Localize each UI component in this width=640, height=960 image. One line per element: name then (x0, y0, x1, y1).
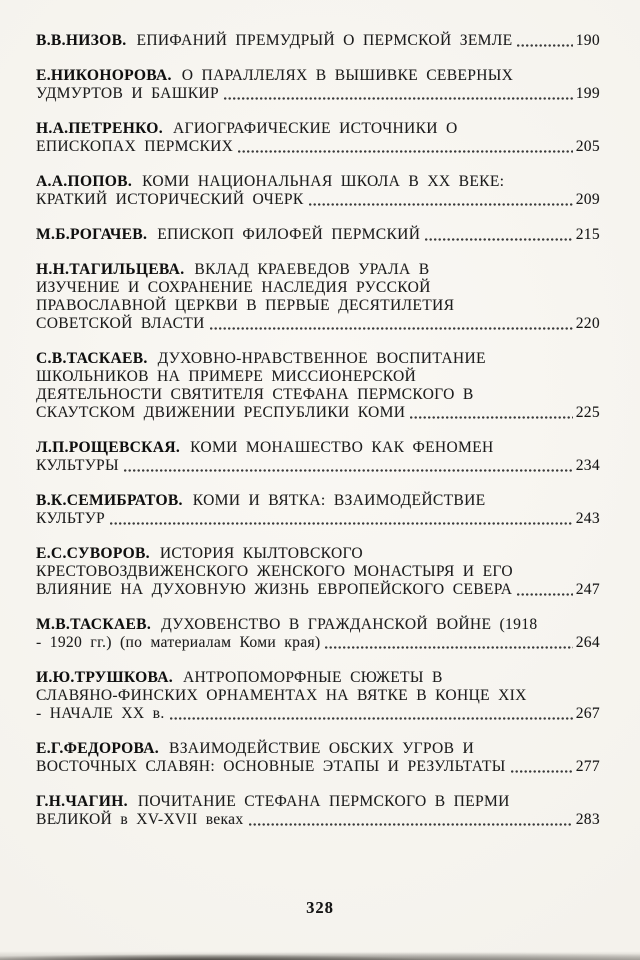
toc-entry-line (36, 616, 600, 634)
toc-entry-page-number: 215 (575, 226, 600, 243)
toc-entry-title-text: М.Б.РОГАЧЕВ. ЕПИСКОП ФИЛОФЕЙ ПЕРМСКИЙ (36, 226, 421, 243)
toc-entry-author: В.В.НИЗОВ. (36, 32, 127, 49)
toc-entry-title-text: О ПАРАЛЛЕЛЯХ В ВЫШИВКЕ СЕВЕРНЫХ (181, 67, 514, 84)
toc-entry-line (36, 740, 600, 758)
toc-entry-title-text: ВКЛАД КРАЕВЕДОВ УРАЛА В (194, 261, 430, 278)
toc-entry-last-line (36, 32, 600, 50)
dotted-leader (425, 238, 572, 241)
toc-entry-page-number: 267 (575, 705, 600, 722)
toc-entry-title-text: ВЛИЯНИЕ НА ДУХОВНУЮ ЖИЗНЬ ЕВРОПЕЙСКОГО СЕВЕРА (36, 581, 513, 598)
toc-entry-title-text: ИЗУЧЕНИЕ И СОХРАНЕНИЕ НАСЛЕДИЯ РУССКОЙ (36, 279, 431, 296)
toc-entry-title-text: КРАТКИЙ ИСТОРИЧЕСКИЙ ОЧЕРК (36, 191, 304, 208)
toc-entry-title-text: ВЗАИМОДЕЙСТВИЕ ОБСКИХ УГРОВ И (169, 740, 475, 757)
dotted-leader (224, 97, 573, 100)
toc-entry-page-number: 234 (575, 457, 600, 474)
toc-entry-title-text: - НАЧАЛЕ XX в. (36, 705, 165, 722)
toc-entry-title-text: В.В.НИЗОВ. ЕПИФАНИЙ ПРЕМУДРЫЙ О ПЕРМСКОЙ ЗЕМЛЕ (36, 32, 513, 49)
toc-entry-last-line (36, 85, 600, 103)
toc-entry-page-number: 199 (575, 85, 600, 102)
toc-entry-last-line (36, 510, 600, 528)
toc-entry-line (36, 261, 600, 279)
toc-entry-title-text: АНТРОПОМОРФНЫЕ СЮЖЕТЫ В (182, 669, 443, 686)
toc-entry-line (36, 669, 600, 687)
toc-entry-title-text: ДУХОВНО-НРАВСТВЕННОЕ ВОСПИТАНИЕ (157, 350, 486, 367)
toc-entry (36, 173, 600, 209)
toc-entry-line (36, 350, 600, 368)
footer-page-number: 328 (306, 898, 334, 917)
toc-entry-title-text: - 1920 гг.) (по материалам Коми края) (36, 634, 321, 651)
dotted-leader (110, 522, 573, 525)
toc-entry-title-text: КОМИ И ВЯТКА: ВЗАИМОДЕЙСТВИЕ (192, 492, 486, 509)
dotted-leader (238, 150, 572, 153)
scan-edge-shadow (0, 944, 640, 960)
toc-entry-last-line (36, 811, 600, 829)
toc-entry-title-text: СОВЕТСКОЙ ВЛАСТИ (36, 315, 205, 332)
toc-entry-title-text: УДМУРТОВ И БАШКИР (36, 85, 219, 102)
toc-entry-title-text: КОМИ НАЦИОНАЛЬНАЯ ШКОЛА В XX ВЕКЕ: (142, 173, 505, 190)
toc-entry (36, 740, 600, 776)
toc-entry-line (36, 67, 600, 85)
toc-entry (36, 669, 600, 723)
toc-entry (36, 32, 600, 50)
toc-entry-last-line (36, 315, 600, 333)
toc-entry-author: М.Б.РОГАЧЕВ. (36, 226, 148, 243)
dotted-leader (517, 593, 572, 596)
toc-entry-page-number: 190 (575, 32, 600, 49)
dotted-leader (325, 646, 572, 649)
toc-entry-title-text: ДУХОВЕНСТВО В ГРАЖДАНСКОЙ ВОЙНЕ (1918 (161, 616, 538, 633)
toc-entry-line (36, 545, 600, 563)
toc-entry-line (36, 439, 600, 457)
toc-entry-author: Н.А.ПЕТРЕНКО. (36, 120, 163, 137)
toc-entry-title-text: КРЕСТОВОЗДВИЖЕНСКОГО ЖЕНСКОГО МОНАСТЫРЯ И ЕГО (36, 563, 513, 580)
toc-entry (36, 545, 600, 599)
toc-entry-title-text: ШКОЛЬНИКОВ НА ПРИМЕРЕ МИССИОНЕРСКОЙ (36, 368, 417, 385)
toc-entry-title-text: ПОЧИТАНИЕ СТЕФАНА ПЕРМСКОГО В ПЕРМИ (137, 793, 510, 810)
toc-entry (36, 793, 600, 829)
toc-entry-author: Е.НИКОНОРОВА. (36, 67, 172, 84)
toc-entry-title-text: КУЛЬТУРЫ (36, 457, 119, 474)
toc-entry-page-number: 205 (575, 138, 600, 155)
dotted-leader (309, 203, 573, 206)
toc-entry-line (36, 492, 600, 510)
toc-entry-last-line (36, 581, 600, 599)
toc-entry (36, 439, 600, 475)
toc-entry-title-text: ПРАВОСЛАВНОЙ ЦЕРКВИ В ПЕРВЫЕ ДЕСЯТИЛЕТИЯ (36, 297, 455, 314)
toc-entry-last-line (36, 705, 600, 723)
toc-entry (36, 261, 600, 333)
toc-entry-page-number: 247 (575, 581, 600, 598)
toc-entry-last-line (36, 457, 600, 475)
toc-entry-page-number: 277 (575, 758, 600, 775)
toc-entry-page-number: 220 (575, 315, 600, 332)
toc-entry-last-line (36, 404, 600, 422)
toc-entry-title-text: ЕПИСКОПАХ ПЕРМСКИХ (36, 138, 234, 155)
toc-entry-last-line (36, 758, 600, 776)
dotted-leader (249, 823, 573, 826)
toc-entry-title-text: ВЕЛИКОЙ в XV-XVII веках (36, 811, 244, 828)
toc-entry-title-text: КОМИ МОНАШЕСТВО КАК ФЕНОМЕН (190, 439, 494, 456)
toc-entry-page-number: 243 (575, 510, 600, 527)
toc-entry-line (36, 297, 600, 315)
dotted-leader (210, 327, 573, 330)
toc-entry-author: М.В.ТАСКАЕВ. (36, 616, 152, 633)
toc-entry (36, 616, 600, 652)
dotted-leader (410, 416, 572, 419)
dotted-leader (517, 44, 572, 47)
toc-entry-line (36, 368, 600, 386)
toc-entry-last-line (36, 226, 600, 244)
toc-entry (36, 67, 600, 103)
toc-entry-page-number: 225 (575, 404, 600, 421)
toc-entry-title-text: СКАУТСКОМ ДВИЖЕНИИ РЕСПУБЛИКИ КОМИ (36, 404, 406, 421)
toc-entry (36, 226, 600, 244)
toc-entry-last-line (36, 138, 600, 156)
toc-entry-author: Н.Н.ТАГИЛЬЦЕВА. (36, 261, 185, 278)
toc-entry-title-text: КУЛЬТУР (36, 510, 106, 527)
toc-entry-line (36, 120, 600, 138)
toc-entry-line (36, 563, 600, 581)
dotted-leader (124, 469, 573, 472)
toc-entry-title-text: АГИОГРАФИЧЕСКИЕ ИСТОЧНИКИ О (172, 120, 458, 137)
toc-list (36, 32, 600, 846)
toc-entry-author: В.К.СЕМИБРАТОВ. (36, 492, 183, 509)
dotted-leader (170, 717, 573, 720)
toc-entry-title-text: СЛАВЯНО-ФИНСКИХ ОРНАМЕНТАХ НА ВЯТКЕ В КОНЦЕ XIX (36, 687, 527, 704)
toc-entry (36, 120, 600, 156)
toc-entry-title-text: ДЕЯТЕЛЬНОСТИ СВЯТИТЕЛЯ СТЕФАНА ПЕРМСКОГО В (36, 386, 474, 403)
toc-entry-author: А.А.ПОПОВ. (36, 173, 133, 190)
toc-entry-title-text: ВОСТОЧНЫХ СЛАВЯН: ОСНОВНЫЕ ЭТАПЫ И РЕЗУЛЬТАТЫ (36, 758, 506, 775)
toc-entry-author: Л.П.РОЩЕВСКАЯ. (36, 439, 181, 456)
toc-entry-author: Г.Н.ЧАГИН. (36, 793, 128, 810)
toc-entry-author: И.Ю.ТРУШКОВА. (36, 669, 173, 686)
toc-entry-line (36, 793, 600, 811)
toc-entry-last-line (36, 634, 600, 652)
toc-entry-last-line (36, 191, 600, 209)
toc-entry-title-text: ИСТОРИЯ КЫЛТОВСКОГО (159, 545, 363, 562)
toc-entry-author: Е.С.СУВОРОВ. (36, 545, 150, 562)
toc-entry-author: Е.Г.ФЕДОРОВА. (36, 740, 159, 757)
toc-entry-page-number: 283 (575, 811, 600, 828)
page-footer (0, 898, 640, 918)
dotted-leader (511, 770, 573, 773)
toc-entry-page-number: 209 (575, 191, 600, 208)
toc-entry-line (36, 279, 600, 297)
toc-entry-line (36, 386, 600, 404)
toc-entry (36, 492, 600, 528)
toc-entry (36, 350, 600, 422)
toc-entry-author: С.В.ТАСКАЕВ. (36, 350, 148, 367)
toc-entry-page-number: 264 (575, 634, 600, 651)
toc-entry-line (36, 173, 600, 191)
toc-entry-line (36, 687, 600, 705)
